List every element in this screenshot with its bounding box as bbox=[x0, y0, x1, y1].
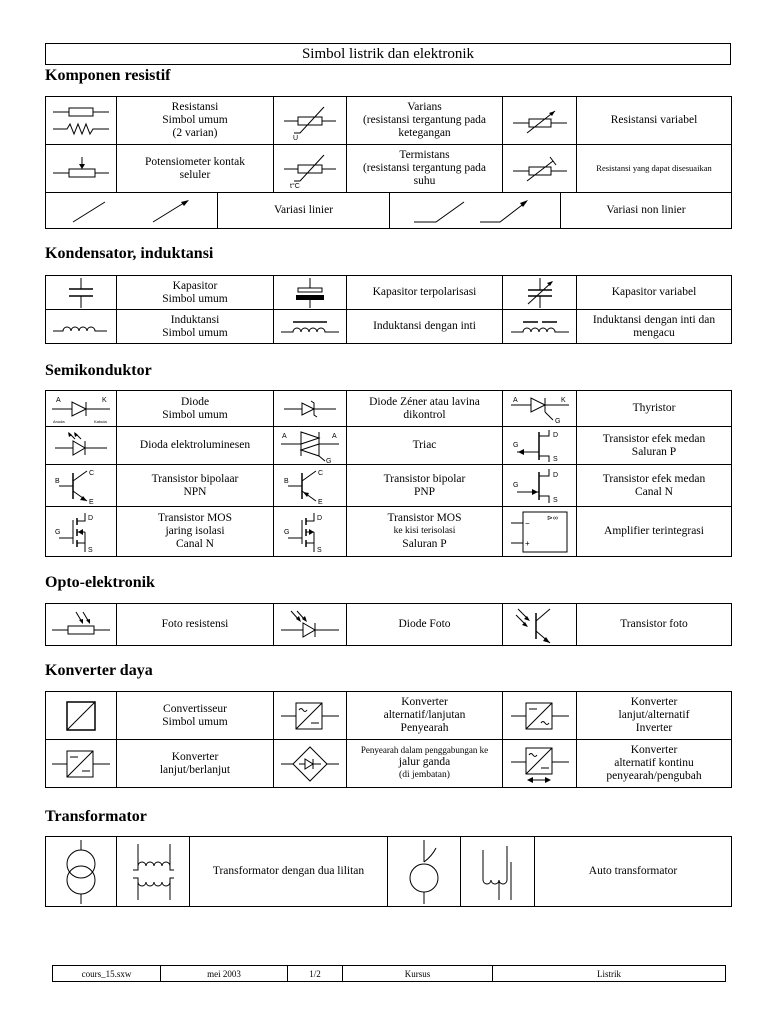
reversible-converter-icon bbox=[509, 743, 571, 785]
photodiode-icon bbox=[279, 608, 341, 642]
polarized-capacitor-icon bbox=[290, 278, 330, 308]
phototransistor-symbol bbox=[503, 604, 577, 646]
mos-p-symbol bbox=[274, 507, 347, 557]
capacitor-symbol bbox=[46, 276, 117, 310]
linear-variation-symbol bbox=[46, 193, 218, 229]
resistor-icon bbox=[51, 103, 111, 139]
varistor-u-label: U bbox=[293, 134, 299, 141]
capacitor-icon bbox=[61, 278, 101, 308]
mos-p-d-label: D bbox=[317, 514, 323, 522]
nonlinear-variation-symbol bbox=[390, 193, 561, 229]
label-triac: Triac bbox=[347, 427, 503, 465]
inductor-core-icon bbox=[279, 317, 341, 337]
inductor-core-gap-icon bbox=[509, 317, 571, 337]
pnp-icon bbox=[282, 467, 338, 505]
photoresistor-icon bbox=[50, 608, 112, 642]
footer-page: 1/2 bbox=[288, 966, 343, 982]
resistor-symbol bbox=[46, 97, 117, 145]
dc-dc-converter-icon bbox=[50, 744, 112, 784]
thermistor-tc-label: t°C bbox=[290, 182, 300, 189]
jfet-p-g-label: G bbox=[512, 441, 518, 449]
thermistor-symbol bbox=[274, 145, 347, 193]
label-resistansi: Resistansi Simbol umum (2 varian) bbox=[117, 97, 274, 145]
kondensator-table bbox=[45, 275, 732, 344]
label-jfet-p: Transistor efek medan Saluran P bbox=[577, 427, 732, 465]
pnp-symbol bbox=[274, 465, 347, 507]
label-thyristor: Thyristor bbox=[577, 391, 732, 427]
mos-n-d-label: D bbox=[88, 514, 94, 522]
pnp-c-label: C bbox=[318, 469, 324, 477]
thyristor-symbol bbox=[503, 391, 577, 427]
pnp-b-label: B bbox=[284, 477, 289, 485]
section-heading-konverter: Konverter daya bbox=[45, 662, 153, 679]
led-icon bbox=[53, 430, 109, 462]
label-induktansi: Induktansi Simbol umum bbox=[117, 310, 274, 344]
dc-ac-converter-symbol bbox=[503, 692, 577, 740]
section-heading-resistif: Komponen resistif bbox=[45, 67, 171, 84]
bridge-rectifier-icon bbox=[279, 744, 341, 784]
label-induktansi-inti: Induktansi dengan inti bbox=[347, 310, 503, 344]
mos-p-s-label: S bbox=[317, 546, 322, 554]
opamp-plus-label: + bbox=[524, 538, 530, 548]
triac-a2-label: A bbox=[332, 432, 337, 440]
photodiode-symbol bbox=[274, 604, 347, 646]
triac-icon bbox=[279, 428, 341, 464]
jfet-n-g-label: G bbox=[512, 481, 518, 489]
varistor-symbol bbox=[274, 97, 347, 145]
label-potensiometer: Potensiometer kontak seluler bbox=[117, 145, 274, 193]
label-resistansi-variabel: Resistansi variabel bbox=[577, 97, 732, 145]
label-ac-dc: Konverter alternatif/lanjutan Penyearah bbox=[347, 692, 503, 740]
label-mos-n: Transistor MOS jaring isolasi Canal N bbox=[117, 507, 274, 557]
label-diode: Diode Simbol umum bbox=[117, 391, 274, 427]
label-kapasitor: Kapasitor Simbol umum bbox=[117, 276, 274, 310]
label-amplifier: Amplifier terintegrasi bbox=[577, 507, 732, 557]
label-mos-p bbox=[347, 507, 503, 557]
dc-ac-converter-icon bbox=[509, 696, 571, 736]
label-transistor-foto: Transistor foto bbox=[577, 604, 732, 646]
inductor-core-gap-symbol bbox=[503, 310, 577, 344]
autotransformer-coil-icon bbox=[473, 840, 523, 904]
footer-subject: Listrik bbox=[493, 966, 726, 982]
label-mos-p-line3: Saluran P bbox=[402, 538, 447, 550]
mos-n-symbol bbox=[46, 507, 117, 557]
label-jembatan bbox=[347, 740, 503, 788]
bridge-rectifier-symbol bbox=[274, 740, 347, 788]
varistor-icon bbox=[280, 101, 340, 141]
inductor-symbol bbox=[46, 310, 117, 344]
potentiometer-symbol bbox=[46, 145, 117, 193]
diode-icon bbox=[50, 393, 112, 425]
label-kapasitor-variabel: Kapasitor variabel bbox=[577, 276, 732, 310]
zener-symbol bbox=[274, 391, 347, 427]
label-induktansi-inti-mengacu: Induktansi dengan inti dan mengacu bbox=[577, 310, 732, 344]
converter-icon bbox=[61, 696, 101, 736]
converter-symbol bbox=[46, 692, 117, 740]
label-kapasitor-terpolarisasi: Kapasitor terpolarisasi bbox=[347, 276, 503, 310]
variable-resistor-icon bbox=[509, 103, 571, 139]
npn-symbol bbox=[46, 465, 117, 507]
jfet-p-icon bbox=[509, 428, 571, 464]
label-foto-resistensi: Foto resistensi bbox=[117, 604, 274, 646]
diode-katoda-label: Katoda bbox=[94, 418, 107, 424]
opamp-infinity-label: ⊳∞ bbox=[546, 514, 558, 522]
konverter-table bbox=[45, 691, 732, 788]
label-jembatan-line2: jalur ganda bbox=[398, 756, 451, 768]
thyristor-g-label: G bbox=[554, 417, 560, 425]
variable-capacitor-icon bbox=[520, 278, 560, 308]
triac-a1-label: A bbox=[282, 432, 287, 440]
ac-dc-converter-symbol bbox=[274, 692, 347, 740]
variable-resistor-symbol bbox=[503, 97, 577, 145]
label-jembatan-line1: Penyearah dalam penggabungan ke bbox=[360, 745, 489, 755]
mos-n-s-label: S bbox=[88, 546, 93, 554]
thyristor-icon bbox=[509, 393, 571, 425]
nonlinear-variation-icon bbox=[410, 196, 540, 226]
section-heading-trafo: Transformator bbox=[45, 808, 147, 825]
photoresistor-symbol bbox=[46, 604, 117, 646]
label-jfet-n: Transistor efek medan Canal N bbox=[577, 465, 732, 507]
phototransistor-icon bbox=[512, 605, 568, 645]
transformer-circles-icon bbox=[56, 840, 106, 904]
mos-p-icon bbox=[282, 510, 338, 554]
jfet-n-d-label: D bbox=[552, 471, 558, 479]
jfet-n-s-label: S bbox=[552, 496, 558, 504]
transformer-coils-symbol bbox=[117, 837, 190, 907]
label-varians: Varians (resistansi tergantung pada ketegangan bbox=[347, 97, 503, 145]
autotransformer-circle-symbol bbox=[388, 837, 461, 907]
label-dua-lilitan: Transformator dengan dua lilitan bbox=[190, 837, 388, 907]
label-dc-ac: Konverter lanjut/alternatif Inverter bbox=[577, 692, 732, 740]
jfet-n-symbol bbox=[503, 465, 577, 507]
opamp-icon bbox=[509, 509, 571, 555]
thyristor-a-label: A bbox=[512, 396, 518, 404]
jfet-n-icon bbox=[509, 467, 571, 505]
label-dc-dc: Konverter lanjut/berlanjut bbox=[117, 740, 274, 788]
adjustable-resistor-symbol bbox=[503, 145, 577, 193]
label-termistans: Termistans (resistansi tergantung pada suhu bbox=[347, 145, 503, 193]
jfet-p-s-label: S bbox=[552, 455, 558, 463]
section-heading-semikonduktor: Semikonduktor bbox=[45, 362, 152, 379]
reversible-converter-symbol bbox=[503, 740, 577, 788]
label-convertisseur: Convertisseur Simbol umum bbox=[117, 692, 274, 740]
opto-table bbox=[45, 603, 732, 646]
diode-symbol bbox=[46, 391, 117, 427]
zener-icon bbox=[282, 394, 338, 424]
mos-n-icon bbox=[53, 510, 109, 554]
variasi-table bbox=[45, 192, 732, 229]
resistif-table bbox=[45, 96, 732, 193]
jfet-p-symbol bbox=[503, 427, 577, 465]
label-variasi-non-linier: Variasi non linier bbox=[561, 193, 732, 229]
inductor-core-symbol bbox=[274, 310, 347, 344]
transformer-coils-icon bbox=[128, 840, 178, 904]
thyristor-k-label: K bbox=[560, 396, 566, 404]
label-npn: Transistor bipolaar NPN bbox=[117, 465, 274, 507]
ac-dc-converter-icon bbox=[279, 696, 341, 736]
linear-variation-icon bbox=[67, 196, 197, 226]
label-auto-transformator: Auto transformator bbox=[535, 837, 732, 907]
polarized-capacitor-symbol bbox=[274, 276, 347, 310]
label-jembatan-line3: (di jembatan) bbox=[399, 770, 450, 780]
autotransformer-coil-symbol bbox=[461, 837, 535, 907]
jfet-p-d-label: D bbox=[552, 431, 558, 439]
inductor-icon bbox=[51, 317, 111, 337]
diode-k-label: K bbox=[102, 396, 107, 404]
label-diode-foto: Diode Foto bbox=[347, 604, 503, 646]
diode-a-label: A bbox=[56, 396, 61, 404]
label-mos-p-line2: ke kisi terisolasi bbox=[393, 526, 456, 536]
autotransformer-circle-icon bbox=[399, 840, 449, 904]
label-resistansi-disesuaikan: Resistansi yang dapat disesuaikan bbox=[577, 145, 732, 193]
trafo-table bbox=[45, 836, 732, 907]
dc-dc-converter-symbol bbox=[46, 740, 117, 788]
mos-n-g-label: G bbox=[55, 528, 61, 536]
opamp-symbol bbox=[503, 507, 577, 557]
label-reversible: Konverter alternatif kontinu penyearah/pengubah bbox=[577, 740, 732, 788]
footer-date: mei 2003 bbox=[161, 966, 288, 982]
opamp-minus-label: − bbox=[524, 518, 530, 528]
semikonduktor-table bbox=[45, 390, 732, 557]
label-diode-zener: Diode Zéner atau lavina dikontrol bbox=[347, 391, 503, 427]
label-variasi-linier: Variasi linier bbox=[218, 193, 390, 229]
footer-file: cours_15.sxw bbox=[53, 966, 161, 982]
label-mos-p-line1: Transistor MOS bbox=[387, 512, 462, 524]
npn-c-label: C bbox=[89, 469, 95, 477]
section-heading-kondensator: Kondensator, induktansi bbox=[45, 245, 214, 262]
label-pnp: Transistor bipolar PNP bbox=[347, 465, 503, 507]
potentiometer-icon bbox=[51, 151, 111, 187]
variable-capacitor-symbol bbox=[503, 276, 577, 310]
page-title: Simbol listrik dan elektronik bbox=[45, 43, 731, 65]
section-heading-opto: Opto-elektronik bbox=[45, 574, 155, 591]
footer-table bbox=[52, 965, 726, 982]
diode-anoda-label: Anoda bbox=[53, 418, 65, 424]
npn-e-label: E bbox=[89, 498, 94, 505]
footer-course: Kursus bbox=[343, 966, 493, 982]
transformer-circles-symbol bbox=[46, 837, 117, 907]
pnp-e-label: E bbox=[318, 498, 323, 505]
led-symbol bbox=[46, 427, 117, 465]
mos-p-g-label: G bbox=[284, 528, 290, 536]
thermistor-icon bbox=[280, 149, 340, 189]
npn-icon bbox=[53, 467, 109, 505]
triac-symbol bbox=[274, 427, 347, 465]
npn-b-label: B bbox=[55, 477, 60, 485]
triac-g-label: G bbox=[326, 457, 332, 464]
label-dioda-led: Dioda elektroluminesen bbox=[117, 427, 274, 465]
adjustable-resistor-icon bbox=[509, 151, 571, 187]
